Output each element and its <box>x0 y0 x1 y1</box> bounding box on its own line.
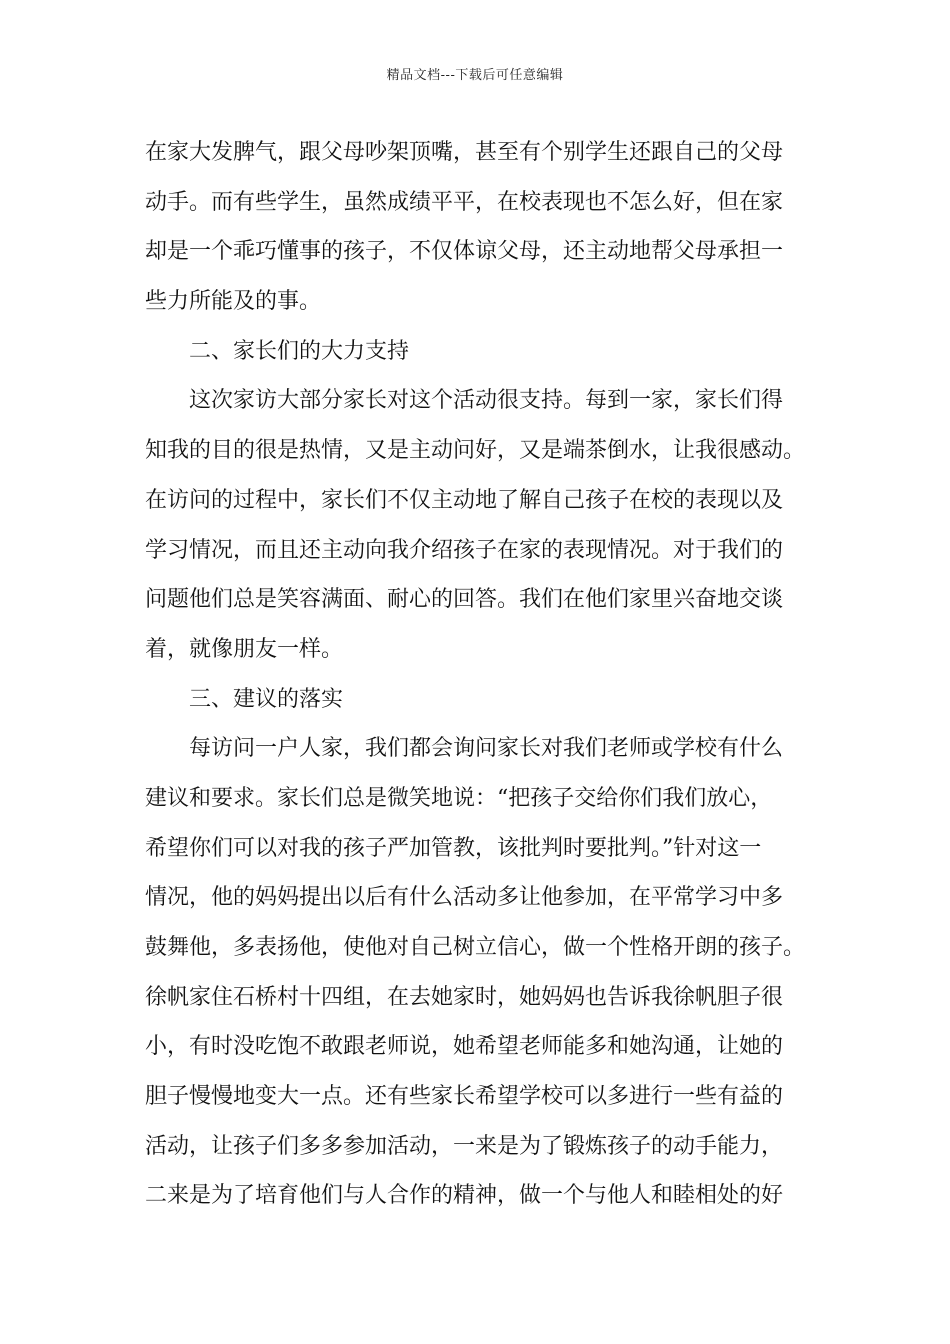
text-line: 小，有时没吃饱不敢跟老师说，她希望老师能多和她沟通，让她的 <box>145 1034 784 1060</box>
text-line: 三、建议的落实 <box>189 686 344 712</box>
text-line: 活动，让孩子们多多参加活动，一来是为了锻炼孩子的动手能力， <box>145 1133 784 1159</box>
text-line: 知我的目的很是热情，又是主动问好，又是端茶倒水，让我很感动。 <box>145 438 806 464</box>
text-line: 鼓舞他，多表扬他，使他对自己树立信心，做一个性格开朗的孩子。 <box>145 935 806 960</box>
text-line: 二来是为了培育他们与人合作的精神，做一个与他人和睦相处的好 <box>145 1183 784 1209</box>
text-line: 建议和要求。家长们总是微笑地说：“把孩子交给你们我们放心， <box>145 785 773 811</box>
text-line: 希望你们可以对我的孩子严加管教，该批判时要批判。”针对这一 <box>145 835 762 861</box>
page-header: 精品文档---下载后可任意编辑 <box>386 68 564 83</box>
text-line: 些力所能及的事。 <box>145 289 322 315</box>
text-line: 着，就像朋友一样。 <box>145 636 344 662</box>
text-line: 学习情况，而且还主动向我介绍孩子在家的表现情况。对于我们的 <box>145 537 784 563</box>
text-line: 动手。而有些学生，虽然成绩平平，在校表现也不怎么好，但在家 <box>145 189 784 215</box>
text-line: 在访问的过程中，家长们不仅主动地了解自己孩子在校的表现以及 <box>145 487 784 513</box>
text-line: 徐帆家住石桥村十四组，在去她家时，她妈妈也告诉我徐帆胆子很 <box>145 984 784 1010</box>
text-line: 胆子慢慢地变大一点。还有些家长希望学校可以多进行一些有益的 <box>145 1084 784 1110</box>
text-line: 每访问一户人家，我们都会询问家长对我们老师或学校有什么 <box>189 736 784 762</box>
text-line: 在家大发脾气，跟父母吵架顶嘴，甚至有个别学生还跟自己的父母 <box>145 140 784 165</box>
text-line: 情况，他的妈妈提出以后有什么活动多让他参加，在平常学习中多 <box>145 885 784 911</box>
text-line: 二、家长们的大力支持 <box>189 338 410 364</box>
text-line: 却是一个乖巧懂事的孩子，不仅体谅父母，还主动地帮父母承担一 <box>145 239 784 265</box>
text-line: 这次家访大部分家长对这个活动很支持。每到一家，家长们得 <box>189 388 784 414</box>
text-line: 问题他们总是笑容满面、耐心的回答。我们在他们家里兴奋地交谈 <box>145 587 784 613</box>
document-body <box>145 128 820 1221</box>
